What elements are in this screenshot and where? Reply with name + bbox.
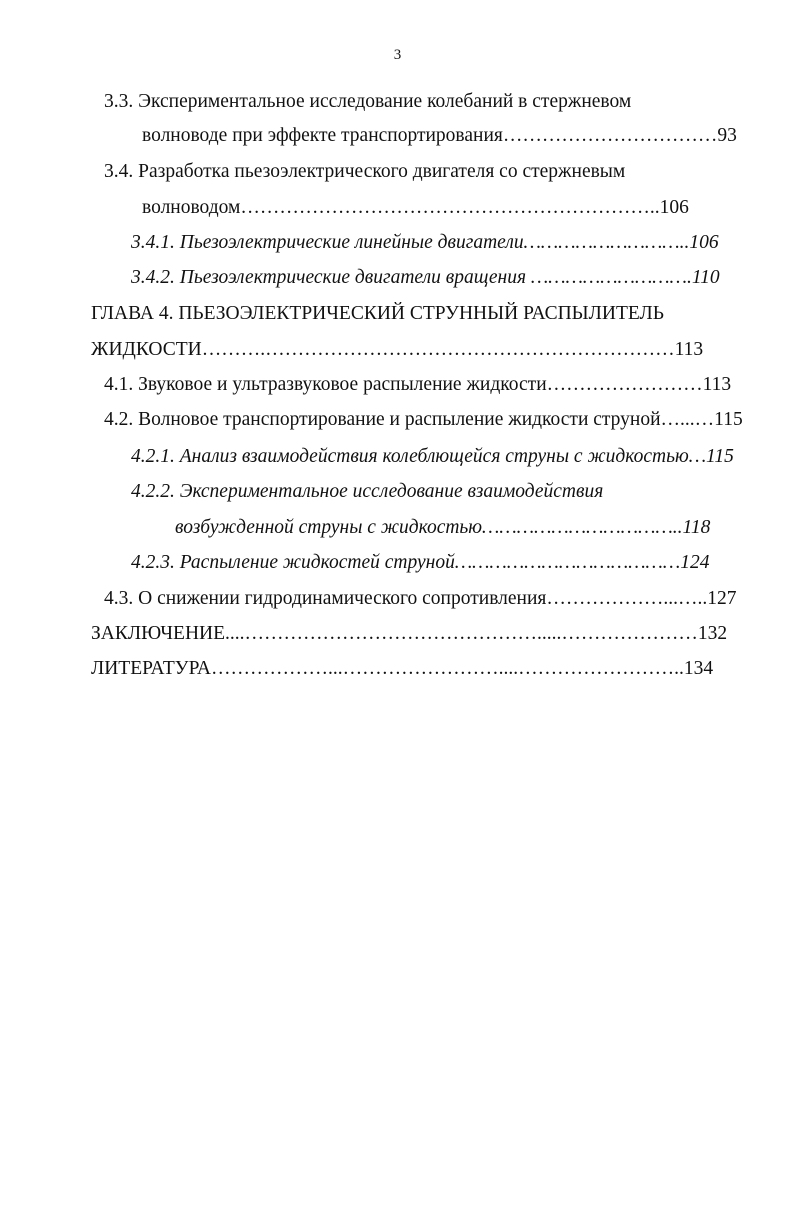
- toc-entry-4-2-2-continuation: возбужденной струны с жидкостью……………………………..118: [175, 517, 711, 538]
- toc-chapter-4-title: ГЛАВА 4. ПЬЕЗОЭЛЕКТРИЧЕСКИЙ СТРУННЫЙ РАСПЫЛИТЕЛЬ: [91, 303, 664, 324]
- toc-entry-4-2-3: 4.2.3. Распыление жидкостей струной…………………………………124: [131, 552, 710, 573]
- toc-conclusion: ЗАКЛЮЧЕНИЕ....……………………………………….....…………………132: [91, 623, 728, 644]
- toc-entry-4-2: 4.2. Волновое транспортирование и распыление жидкости струной…...…115: [104, 409, 743, 430]
- page-number: 3: [393, 47, 402, 63]
- toc-entry-3-4-continuation: волноводом………………………………………………………..106: [142, 197, 689, 218]
- toc-entry-4-1: 4.1. Звуковое и ультразвуковое распыление жидкости……………………113: [104, 374, 732, 395]
- toc-entry-4-3: 4.3. О снижении гидродинамического сопротивления………………...…..127: [104, 588, 737, 609]
- toc-entry-4-2-1: 4.2.1. Анализ взаимодействия колеблющейся струны с жидкостью…115: [131, 446, 734, 467]
- toc-entry-3-3-title: 3.3. Экспериментальное исследование колебаний в стержневом: [104, 91, 632, 112]
- toc-entry-4-2-2-title: 4.2.2. Экспериментальное исследование взаимодействия: [131, 481, 604, 502]
- toc-entry-3-3-continuation: волноводе при эффекте транспортирования……………………………93: [142, 125, 737, 146]
- toc-entry-3-4-2: 3.4.2. Пьезоэлектрические двигатели вращения ……………………….110: [131, 267, 720, 288]
- toc-literature: ЛИТЕРАТУРА………………...……………………....……………………..134: [91, 658, 714, 679]
- toc-entry-3-4-1: 3.4.1. Пьезоэлектрические линейные двигатели………………………..106: [131, 232, 719, 253]
- toc-chapter-4-continuation: ЖИДКОСТИ……….………………………………………………………113: [91, 339, 704, 360]
- toc-entry-3-4-title: 3.4. Разработка пьезоэлектрического двигателя со стержневым: [104, 161, 626, 182]
